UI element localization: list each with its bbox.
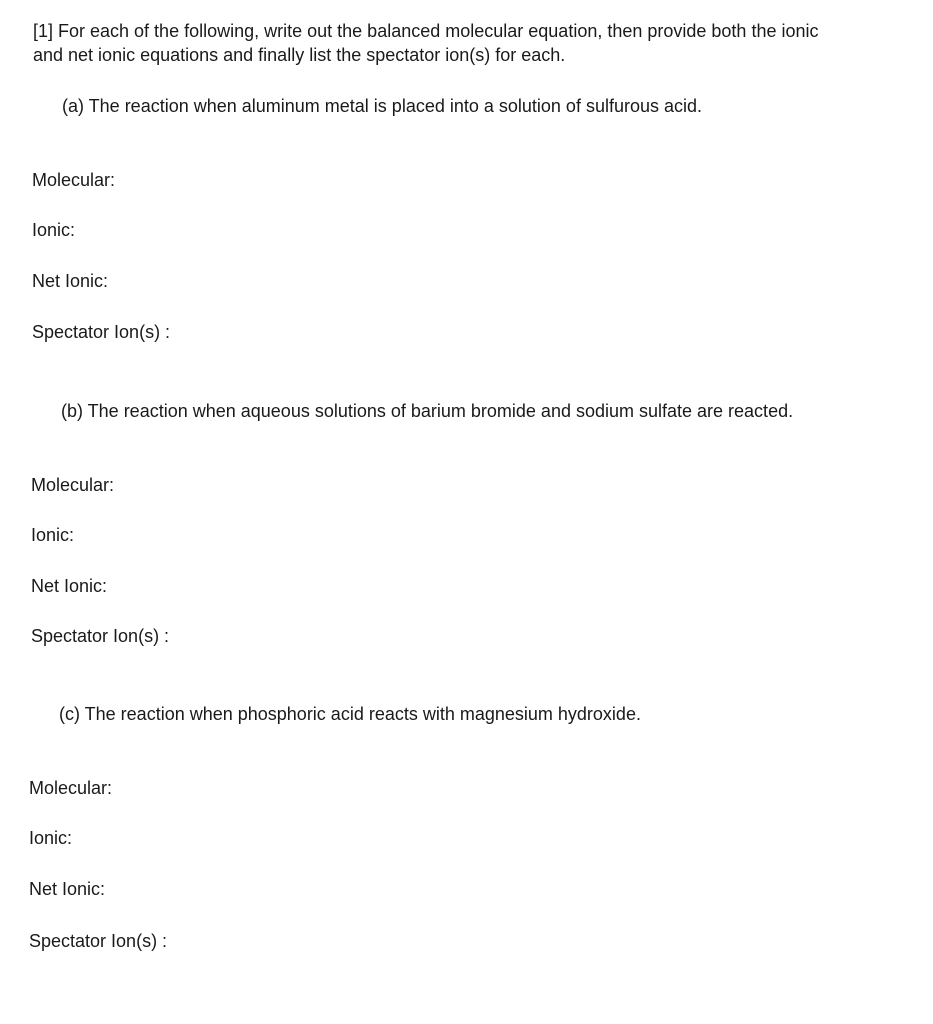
net-ionic-label-c: Net Ionic: [29, 879, 106, 899]
instructions-line-2: and net ionic equations and finally list the spectator ion(s) for each. [33, 45, 566, 65]
net-ionic-label-a: Net Ionic: [32, 271, 109, 291]
net-ionic-label-b: Net Ionic: [31, 576, 108, 596]
ionic-label-b: Ionic: [31, 525, 75, 545]
ionic-label-c: Ionic: [29, 828, 73, 848]
spectator-ions-label-c: Spectator Ion(s) : [29, 931, 168, 951]
question-a: (a) The reaction when aluminum metal is placed into a solution of sulfurous acid. [62, 96, 703, 116]
ionic-label-a: Ionic: [32, 220, 76, 240]
question-c: (c) The reaction when phosphoric acid reacts with magnesium hydroxide. [59, 704, 641, 724]
question-b: (b) The reaction when aqueous solutions of barium bromide and sodium sulfate are reacted. [61, 401, 794, 421]
spectator-ions-label-a: Spectator Ion(s) : [32, 322, 171, 342]
molecular-label-a: Molecular: [32, 170, 116, 190]
problem-instructions [33, 19, 893, 67]
molecular-label-c: Molecular: [29, 778, 113, 798]
molecular-label-b: Molecular: [31, 475, 115, 495]
spectator-ions-label-b: Spectator Ion(s) : [31, 626, 170, 646]
instructions-line-1: [1] For each of the following, write out the balanced molecular equation, then provide both the ionic [33, 21, 819, 41]
